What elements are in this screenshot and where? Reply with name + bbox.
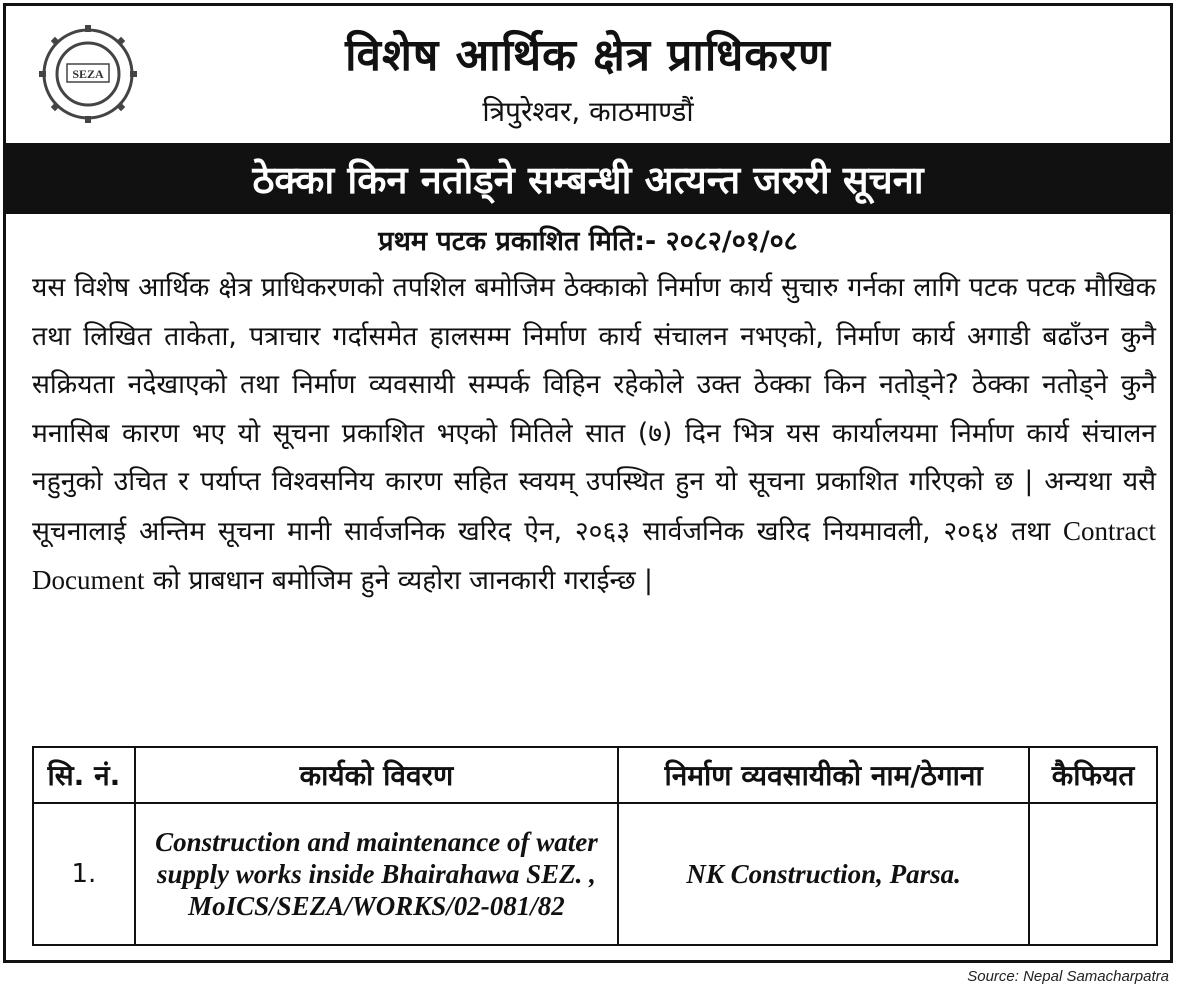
works-table [32,746,1158,946]
table-row [33,803,1157,945]
notice-frame [3,3,1173,963]
notice-body-part2: को प्राबधान बमोजिम हुने व्यहोरा जानकारी गराईन्छ | [152,565,653,596]
published-date: प्रथम पटक प्रकाशित मिति:- २०८२/०१/०८ [378,226,798,257]
table-header-row [33,747,1157,803]
notice-header [6,6,1170,146]
source-credit: Source: Nepal Samacharpatra [967,968,1169,985]
row-contractor: NK Construction, Parsa. [618,803,1029,945]
notice-body-part1: यस विशेष आर्थिक क्षेत्र प्राधिकरणको तपशिल बमोजिम ठेक्काको निर्माण कार्य सुचारु गर्नका लागि पटक पटक मौखिक तथा लिखित ताकेता, पत्राचार गर्दासमेत हालसम्म निर्माण कार्य संचालन नभएको, निर्माण कार्य अगाडी बढाँउन कुनै सक्रियता नदेखाएको तथा निर्माण व्यवसायी सम्पर्क विहिन रहेकोले उक्त ठेक्का किन नतोड्ने? ठेक्का नतोड्ने कुनै मनासिब कारण भए यो सूचना प्रकाशित भएको मितिले सात (७) दिन भित्र यस कार्यालयमा निर्माण कार्य संचालन नहुनुको उचित र पर्याप्त विश्वसनिय कारण सहित स्वयम् उपस्थित हुन यो सूचना प्रकाशित गरिएको छ | अन्यथा यसै सूचनालाई अन्तिम सूचना मानी सार्वजनिक खरिद ऐन, २०६३ सार्वजनिक खरिद नियमावली, २०६४ तथा [32,272,1156,547]
notice-title-banner: ठेक्का किन नतोड्ने सम्बन्धी अत्यन्त जरुरी सूचना [6,146,1170,214]
header-remarks: कैफियत [1029,747,1157,803]
notice-body-latin-term: Contract Document [32,515,1156,595]
header-serial-number: सि. नं. [33,747,135,803]
header-work-description: कार्यको विवरण [135,747,618,803]
header-contractor: निर्माण व्यवसायीको नाम/ठेगाना [618,747,1029,803]
notice-body [32,264,1156,606]
organization-location: त्रिपुरेश्वर, काठमाण्डौं [482,95,694,128]
row-work-description: Construction and maintenance of water supply works inside Bhairahawa SEZ. , MoICS/SEZA/WORKS/02-081/82 [135,803,618,945]
logo-text: SEZA [72,67,104,81]
organization-name: विशेष आर्थिक क्षेत्र प्राधिकरण [345,30,831,81]
row-remarks [1029,803,1157,945]
row-serial-number: 1. [33,803,135,945]
